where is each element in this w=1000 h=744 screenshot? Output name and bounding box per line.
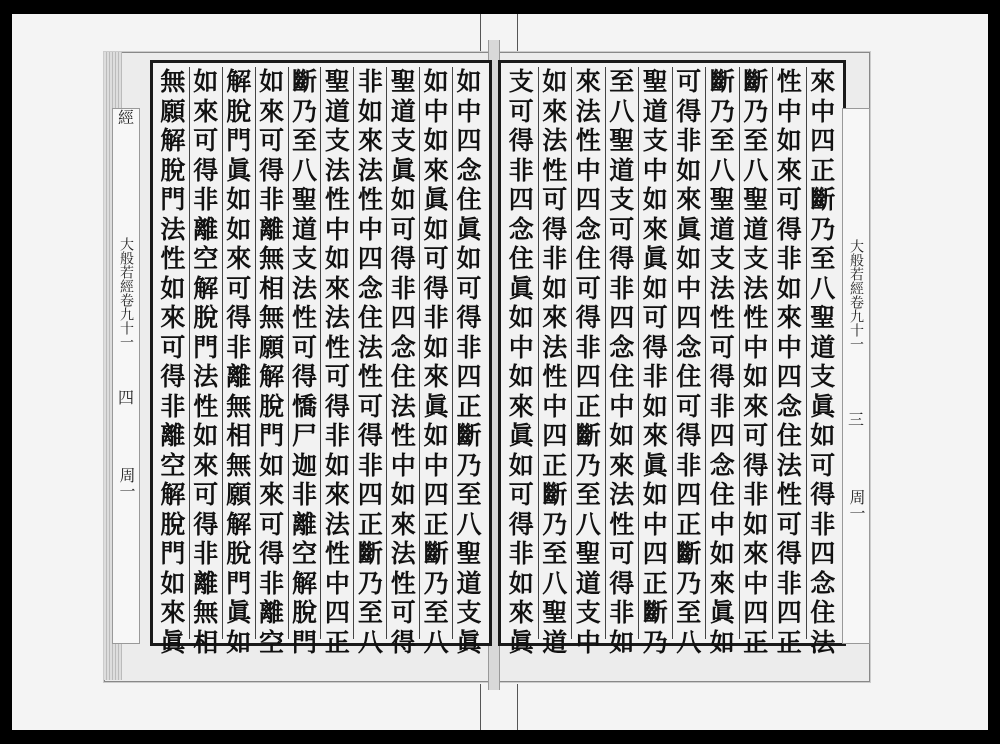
left-page-columns [157, 67, 485, 657]
right-margin-label: 大般若經卷九十一 [848, 239, 864, 351]
right_page-column: 聖 道 支 中 如 來 眞 如 可 得 非 如 來 眞 如 中 四 正 斷 乃 [638, 67, 672, 639]
left_page-column: 聖 道 支 法 性 中 如 來 法 性 可 得 非 如 來 法 性 中 四 正 [320, 67, 353, 639]
left_page-column: 斷 乃 至 八 聖 道 支 法 性 可 得 憍 尸 迦 非 離 空 解 脫 門 [288, 67, 321, 639]
right_page-column: 斷 乃 至 八 聖 道 支 法 性 可 得 非 四 念 住 中 如 來 眞 如 [705, 67, 739, 639]
left_page-column: 聖 道 支 眞 如 可 得 非 四 念 住 法 性 中 如 來 法 性 可 得 [386, 67, 419, 639]
right_page-column: 性 中 如 來 可 得 非 如 來 中 四 念 住 法 性 可 得 非 四 正 [772, 67, 806, 639]
left_page-column: 如 中 如 來 眞 如 可 得 非 如 來 眞 如 中 四 正 斷 乃 至 八 [419, 67, 452, 639]
right-margin-mark: 周一 [847, 489, 866, 521]
left_page-column: 如 中 四 念 住 眞 如 可 得 非 四 正 斷 乃 至 八 聖 道 支 眞 [452, 67, 485, 639]
left_page-column: 如 來 可 得 非 離 無 相 無 願 解 脫 門 如 來 可 得 非 離 空 [255, 67, 288, 639]
left-margin-page: 四 [117, 388, 134, 407]
right_page-column: 斷 乃 至 八 聖 道 支 法 性 中 如 來 可 得 非 如 來 中 四 正 [739, 67, 773, 639]
left_page-column: 非 如 來 法 性 中 四 念 住 法 性 可 得 非 四 正 斷 乃 至 八 [353, 67, 386, 639]
left-page [150, 60, 492, 657]
left_page-column: 解 脫 門 眞 如 如 來 可 得 非 離 無 相 無 願 解 脫 門 眞 如 [222, 67, 255, 639]
right_page-column: 至 八 聖 道 支 可 得 非 四 念 住 中 如 來 法 性 可 得 非 如 [605, 67, 639, 639]
left_page-column: 如 來 可 得 非 離 空 解 脫 門 法 性 如 來 可 得 非 離 無 相 [189, 67, 222, 639]
right-page [498, 60, 846, 657]
right-margin-strip [842, 108, 870, 644]
right-page-columns [505, 67, 839, 657]
left-margin-label: 大般若經卷九十一 [118, 237, 134, 349]
right-margin-page: 三 [847, 410, 864, 429]
right_page-column: 來 法 性 中 四 念 住 可 得 非 四 正 斷 乃 至 八 聖 道 支 中 [571, 67, 605, 639]
left_page-column: 無 願 解 脫 門 法 性 如 來 可 得 非 離 空 解 脫 門 如 來 眞 [160, 67, 186, 657]
fold-mark-bottom [480, 684, 518, 730]
right_page-column: 來 中 四 正 斷 乃 至 八 聖 道 支 眞 如 可 得 非 四 念 住 法 [806, 67, 840, 639]
right_page-column: 可 得 非 如 來 眞 如 中 四 念 住 可 得 非 四 正 斷 乃 至 八 [672, 67, 706, 639]
left-margin-mark: 周一 [117, 467, 136, 499]
left-margin-title: 經 [117, 108, 134, 127]
left-margin-strip [112, 108, 140, 644]
right_page-column: 如 來 法 性 可 得 非 如 來 法 性 中 四 正 斷 乃 至 八 聖 道 [538, 67, 572, 639]
right_page-column: 支 可 得 非 四 念 住 眞 如 中 如 來 眞 如 可 得 非 如 來 眞 [508, 67, 534, 657]
